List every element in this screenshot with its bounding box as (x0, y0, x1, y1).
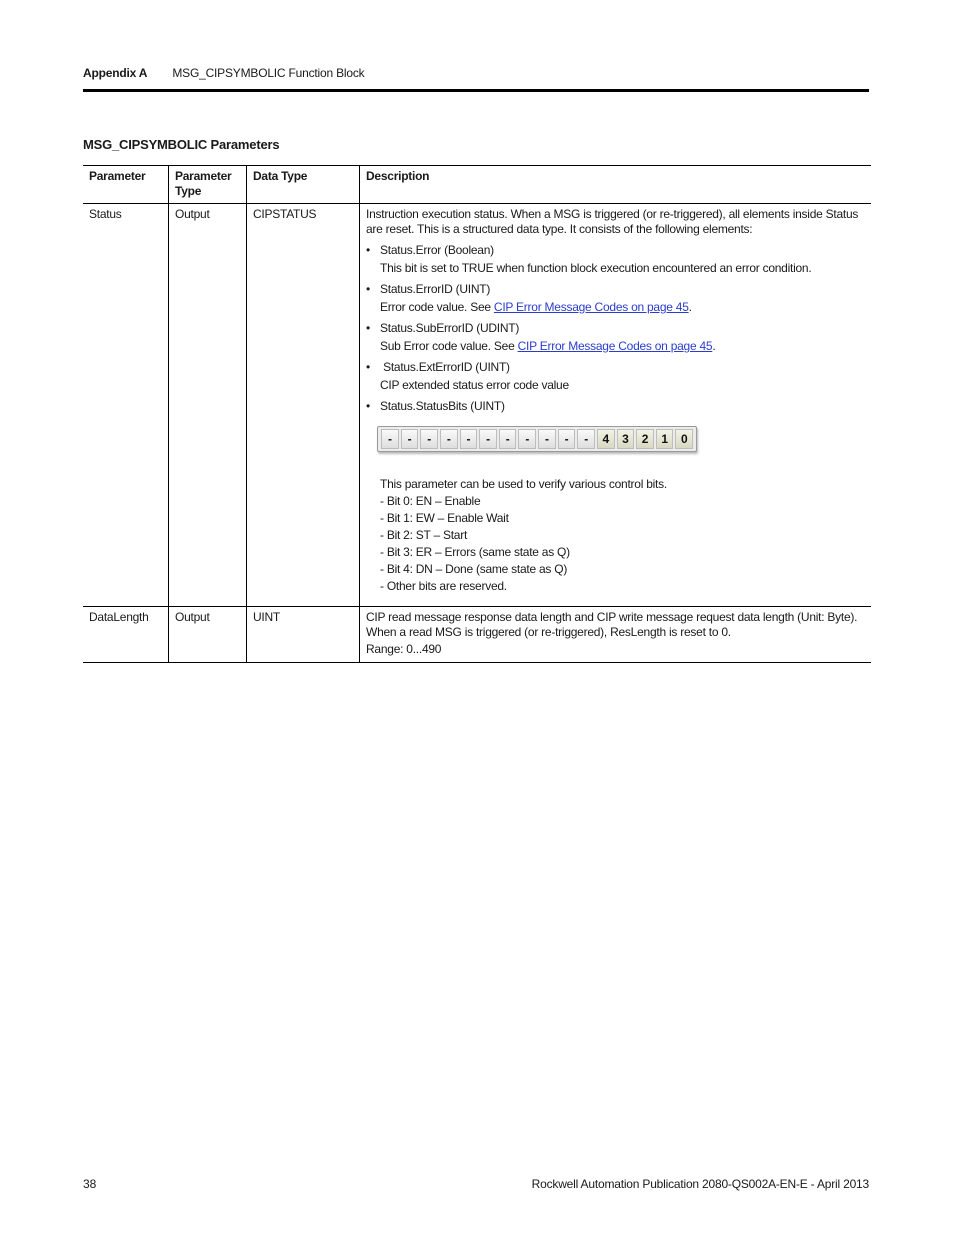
running-header (83, 66, 364, 80)
publication-info: Rockwell Automation Publication 2080-QS002A-EN-E - April 2013 (531, 1177, 869, 1191)
status-bit-cell: - (577, 429, 595, 449)
cip-error-codes-link[interactable]: CIP Error Message Codes on page 45 (493, 300, 689, 314)
datalength-desc: CIP read message response data length and CIP write message request data length (Unit: Byte). When a read MSG is triggered (or re-triggered), ResLength is reset to 0. (366, 610, 858, 639)
col-header-parameter: Parameter (83, 166, 169, 204)
cell-parameter-type: Output (169, 204, 247, 607)
bullet-status-errorid (366, 282, 865, 315)
status-bit-cell: - (518, 429, 536, 449)
table-row-status (83, 204, 871, 607)
cell-description (360, 607, 872, 663)
note-line: - Bit 4: DN – Done (same state as Q) (380, 562, 568, 576)
cell-description (360, 204, 872, 607)
status-bit-cell: 2 (636, 429, 654, 449)
bullet-desc (366, 300, 865, 315)
status-bit-cell: 4 (597, 429, 615, 449)
header-title: MSG_CIPSYMBOLIC Function Block (172, 66, 365, 80)
parameters-table (83, 165, 871, 663)
desc-text: Error code value. See (380, 300, 494, 314)
status-bit-cell: - (440, 429, 458, 449)
bullet-desc: This bit is set to TRUE when function block execution encountered an error condition. (380, 261, 812, 275)
cell-parameter: DataLength (83, 607, 169, 663)
bullet-status-error (366, 243, 865, 276)
col-header-data-type: Data Type (247, 166, 360, 204)
status-bit-cell: - (499, 429, 517, 449)
bullet-head: • Status.StatusBits (UINT) (366, 399, 865, 414)
header-rule (83, 89, 869, 92)
cell-data-type: CIPSTATUS (247, 204, 360, 607)
table-row-datalength (83, 607, 871, 663)
col-header-description: Description (360, 166, 872, 204)
status-bit-cell: 0 (675, 429, 693, 449)
bullet-head: • Status.ErrorID (UINT) (366, 282, 865, 297)
note-line: - Other bits are reserved. (380, 579, 507, 593)
bullet-head: • Status.Error (Boolean) (366, 243, 865, 258)
table-header-row (83, 166, 871, 204)
status-bit-cell: - (460, 429, 478, 449)
status-bit-cell: - (381, 429, 399, 449)
page-number: 38 (83, 1177, 97, 1191)
desc-text: Sub Error code value. See (380, 339, 518, 353)
note-line: - Bit 1: EW – Enable Wait (380, 511, 509, 525)
status-bit-cell: - (558, 429, 576, 449)
cell-parameter-type: Output (169, 607, 247, 663)
status-bits-notes (366, 476, 865, 595)
bullet-status-suberrorid (366, 321, 865, 354)
note-line: - Bit 3: ER – Errors (same state as Q) (380, 545, 570, 559)
note-line: - Bit 0: EN – Enable (380, 494, 481, 508)
status-bit-cell: 1 (656, 429, 674, 449)
note-line: This parameter can be used to verify various control bits. (380, 477, 667, 491)
bullet-desc: CIP extended status error code value (380, 378, 569, 392)
status-bit-cell: - (479, 429, 497, 449)
datalength-range: Range: 0...490 (366, 642, 442, 656)
status-bit-cell: - (420, 429, 438, 449)
cell-data-type: UINT (247, 607, 360, 663)
note-line: - Bit 2: ST – Start (380, 528, 468, 542)
bullet-head: • Status.ExtErrorID (UINT) (366, 360, 865, 375)
status-intro: Instruction execution status. When a MSG is triggered (or re-triggered), all elements inside Status are reset. This is a structured data type. It consists of the following elements: (366, 207, 859, 236)
status-bit-cell: - (538, 429, 556, 449)
status-bit-cell: 3 (617, 429, 635, 449)
bullet-status-exterrorid (366, 360, 865, 393)
bullet-status-statusbits (366, 399, 865, 595)
appendix-label: Appendix A (83, 66, 148, 80)
col-header-parameter-type: Parameter Type (169, 166, 247, 204)
cell-parameter: Status (83, 204, 169, 607)
desc-text: . (688, 300, 692, 314)
status-bit-cell: - (401, 429, 419, 449)
desc-text: . (712, 339, 716, 353)
bullet-desc (366, 339, 865, 354)
section-title: MSG_CIPSYMBOLIC Parameters (83, 137, 280, 152)
cip-error-codes-link[interactable]: CIP Error Message Codes on page 45 (517, 339, 713, 353)
bullet-head: • Status.SubErrorID (UDINT) (366, 321, 865, 336)
status-bits-diagram (377, 426, 697, 452)
